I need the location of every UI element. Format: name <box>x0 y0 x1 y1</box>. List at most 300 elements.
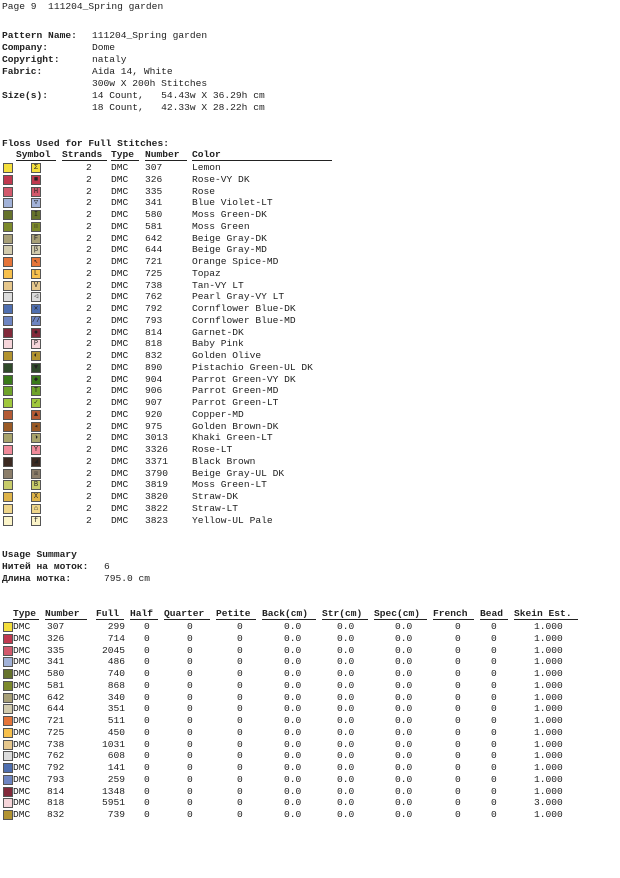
floss-row <box>0 315 340 327</box>
color-swatch <box>3 386 13 396</box>
quarter-cell: 0 <box>187 726 193 738</box>
spec-cell: 0.0 <box>395 632 413 644</box>
usage-header-back: Back(cm) <box>262 608 309 619</box>
number-cell: 832 <box>145 350 163 361</box>
stitch-symbol: B <box>31 480 41 490</box>
quarter-cell: 0 <box>187 809 193 820</box>
type-cell: DMC <box>111 185 129 197</box>
color-name-cell: Parrot Green-LT <box>192 397 279 408</box>
french-cell: 0 <box>455 797 461 809</box>
strands-cell: 2 <box>86 279 92 291</box>
stitch-symbol: Y <box>31 445 41 455</box>
spec-cell: 0.0 <box>395 668 413 679</box>
strands-cell: 2 <box>86 455 92 467</box>
number-cell: 307 <box>47 621 65 632</box>
floss-row <box>0 409 340 421</box>
floss-header-strands: Strands <box>62 149 103 160</box>
stitch-symbol: T <box>31 386 41 396</box>
color-name-cell: Moss Green-LT <box>192 479 267 491</box>
spec-cell: 0.0 <box>395 656 413 668</box>
usage-row <box>0 645 590 657</box>
quarter-cell: 0 <box>187 656 193 668</box>
str-cell: 0.0 <box>337 750 355 762</box>
pattern-name-label: Pattern Name: <box>2 30 77 41</box>
full-cell: 608 <box>107 750 125 762</box>
number-cell: 792 <box>47 762 65 773</box>
usage-header-skein: Skein Est. <box>514 608 572 619</box>
bead-cell: 0 <box>491 632 497 644</box>
usage-header-number: Number <box>45 608 80 619</box>
french-cell: 0 <box>455 726 461 738</box>
full-cell: 511 <box>107 715 125 726</box>
strands-cell: 2 <box>86 244 92 256</box>
color-name-cell: Rose-VY DK <box>192 173 250 185</box>
type-cell: DMC <box>111 514 129 526</box>
usage-underline-skein <box>514 619 578 620</box>
color-name-cell: Blue Violet-LT <box>192 197 273 209</box>
stitch-symbol: ☒ <box>31 469 41 479</box>
color-swatch <box>3 480 13 490</box>
usage-row <box>0 739 590 751</box>
number-cell: 818 <box>145 338 163 350</box>
color-swatch <box>3 410 13 420</box>
skein-cell: 1.000 <box>534 679 563 691</box>
stitch-symbol: f <box>31 516 41 526</box>
usage-header-str: Str(cm) <box>322 608 363 619</box>
color-name-cell: Orange Spice-MD <box>192 256 279 267</box>
spec-cell: 0.0 <box>395 785 413 797</box>
petite-cell: 0 <box>237 715 243 726</box>
color-swatch <box>3 257 13 267</box>
type-cell: DMC <box>111 338 129 350</box>
full-cell: 259 <box>107 773 125 785</box>
number-cell: 920 <box>145 408 163 420</box>
quarter-cell: 0 <box>187 621 193 632</box>
back-cell: 0.0 <box>284 762 302 773</box>
floss-row <box>0 374 340 386</box>
floss-header-underline-number <box>145 160 187 161</box>
color-swatch <box>3 304 13 314</box>
stitches-value: 300w X 200h Stitches <box>92 78 208 89</box>
number-cell: 3819 <box>145 479 169 491</box>
quarter-cell: 0 <box>187 668 193 679</box>
floss-row <box>0 186 340 198</box>
bead-cell: 0 <box>491 773 497 785</box>
petite-cell: 0 <box>237 703 243 715</box>
full-cell: 5951 <box>101 797 125 809</box>
petite-cell: 0 <box>237 797 243 809</box>
strands-cell: 2 <box>86 267 92 279</box>
number-cell: 906 <box>145 385 163 397</box>
type-cell: DMC <box>111 244 129 256</box>
floss-header-underline-type <box>111 160 139 161</box>
type-cell: DMC <box>13 621 31 632</box>
color-swatch <box>3 646 13 656</box>
usage-underline-half <box>130 619 158 620</box>
type-cell: DMC <box>13 797 31 809</box>
spec-cell: 0.0 <box>395 715 413 726</box>
back-cell: 0.0 <box>284 703 302 715</box>
skein-cell: 1.000 <box>534 644 563 656</box>
type-cell: DMC <box>111 303 129 314</box>
floss-row <box>0 515 340 527</box>
color-swatch <box>3 492 13 502</box>
color-swatch <box>3 222 13 232</box>
skein-cell: 1.000 <box>534 726 563 738</box>
french-cell: 0 <box>455 785 461 797</box>
petite-cell: 0 <box>237 726 243 738</box>
skein-cell: 1.000 <box>534 809 563 820</box>
str-cell: 0.0 <box>337 632 355 644</box>
number-cell: 307 <box>145 162 163 173</box>
number-cell: 3013 <box>145 432 169 444</box>
type-cell: DMC <box>13 656 31 668</box>
str-cell: 0.0 <box>337 703 355 715</box>
type-cell: DMC <box>111 408 129 420</box>
usage-row <box>0 692 590 704</box>
str-cell: 0.0 <box>337 797 355 809</box>
usage-row <box>0 727 590 739</box>
back-cell: 0.0 <box>284 621 302 632</box>
back-cell: 0.0 <box>284 738 302 750</box>
usage-header-bead: Bead <box>480 608 504 619</box>
floss-header-underline-color <box>192 160 332 161</box>
full-cell: 739 <box>107 809 125 820</box>
french-cell: 0 <box>455 644 461 656</box>
number-cell: 3790 <box>145 467 169 479</box>
str-cell: 0.0 <box>337 691 355 703</box>
skein-cell: 1.000 <box>534 632 563 644</box>
floss-row <box>0 268 340 280</box>
back-cell: 0.0 <box>284 726 302 738</box>
color-swatch <box>3 351 13 361</box>
skein-cell: 1.000 <box>534 621 563 632</box>
str-cell: 0.0 <box>337 679 355 691</box>
type-cell: DMC <box>111 326 129 338</box>
usage-header-quarter: Quarter <box>164 608 205 619</box>
number-cell: 3371 <box>145 455 169 467</box>
color-name-cell: Cornflower Blue-DK <box>192 303 296 314</box>
number-cell: 326 <box>47 632 65 644</box>
french-cell: 0 <box>455 656 461 668</box>
petite-cell: 0 <box>237 656 243 668</box>
stitch-symbol: ▲ <box>31 410 41 420</box>
color-name-cell: Yellow-UL Pale <box>192 514 273 526</box>
number-cell: 814 <box>145 326 163 338</box>
quarter-cell: 0 <box>187 797 193 809</box>
number-cell: 642 <box>145 232 163 244</box>
usage-underline-number <box>45 619 87 620</box>
french-cell: 0 <box>455 773 461 785</box>
petite-cell: 0 <box>237 632 243 644</box>
color-swatch <box>3 398 13 408</box>
str-cell: 0.0 <box>337 785 355 797</box>
color-name-cell: Black Brown <box>192 455 256 467</box>
color-name-cell: Rose <box>192 185 216 197</box>
petite-cell: 0 <box>237 785 243 797</box>
spec-cell: 0.0 <box>395 809 413 820</box>
color-name-cell: Moss Green-DK <box>192 209 267 220</box>
color-swatch <box>3 740 13 750</box>
back-cell: 0.0 <box>284 679 302 691</box>
stitch-symbol: ◑ <box>31 433 41 443</box>
stitch-symbol: ↖ <box>31 257 41 267</box>
quarter-cell: 0 <box>187 715 193 726</box>
stitch-symbol: ✕ <box>31 304 41 314</box>
type-cell: DMC <box>13 679 31 691</box>
french-cell: 0 <box>455 621 461 632</box>
full-cell: 714 <box>107 632 125 644</box>
color-name-cell: Straw-LT <box>192 502 239 514</box>
type-cell: DMC <box>13 738 31 750</box>
type-cell: DMC <box>111 467 129 479</box>
stitch-symbol: ⌂ <box>31 504 41 514</box>
number-cell: 907 <box>145 397 163 408</box>
petite-cell: 0 <box>237 738 243 750</box>
number-cell: 721 <box>47 715 65 726</box>
half-cell: 0 <box>144 703 150 715</box>
half-cell: 0 <box>144 668 150 679</box>
french-cell: 0 <box>455 679 461 691</box>
stitch-symbol: X <box>31 492 41 502</box>
floss-row <box>0 327 340 339</box>
length-value: 795.0 cm <box>104 573 151 584</box>
full-cell: 1348 <box>101 785 125 797</box>
usage-row <box>0 656 590 668</box>
usage-underline-spec <box>374 619 427 620</box>
petite-cell: 0 <box>237 750 243 762</box>
color-name-cell: Pistachio Green-UL DK <box>192 361 313 373</box>
half-cell: 0 <box>144 715 150 726</box>
strands-cell: 2 <box>86 209 92 220</box>
color-name-cell: Rose-LT <box>192 444 233 455</box>
half-cell: 0 <box>144 738 150 750</box>
half-cell: 0 <box>144 785 150 797</box>
floss-row <box>0 362 340 374</box>
skein-cell: 1.000 <box>534 703 563 715</box>
type-cell: DMC <box>13 773 31 785</box>
petite-cell: 0 <box>237 773 243 785</box>
floss-row <box>0 209 340 221</box>
half-cell: 0 <box>144 691 150 703</box>
number-cell: 904 <box>145 373 163 385</box>
color-swatch <box>3 504 13 514</box>
french-cell: 0 <box>455 703 461 715</box>
back-cell: 0.0 <box>284 750 302 762</box>
floss-header-symbol: Symbol <box>16 149 51 160</box>
number-cell: 3822 <box>145 502 169 514</box>
usage-row <box>0 680 590 692</box>
color-swatch <box>3 469 13 479</box>
type-cell: DMC <box>111 491 129 502</box>
skein-cell: 1.000 <box>534 785 563 797</box>
bead-cell: 0 <box>491 738 497 750</box>
str-cell: 0.0 <box>337 762 355 773</box>
half-cell: 0 <box>144 773 150 785</box>
french-cell: 0 <box>455 691 461 703</box>
bead-cell: 0 <box>491 809 497 820</box>
usage-underline-bead <box>480 619 508 620</box>
color-swatch <box>3 375 13 385</box>
full-cell: 141 <box>107 762 125 773</box>
color-swatch <box>3 810 13 820</box>
usage-underline-french <box>433 619 474 620</box>
floss-row <box>0 468 340 480</box>
quarter-cell: 0 <box>187 785 193 797</box>
number-cell: 721 <box>145 256 163 267</box>
size-label: Size(s): <box>2 90 49 101</box>
usage-header-french: French <box>433 608 468 619</box>
french-cell: 0 <box>455 715 461 726</box>
type-cell: DMC <box>13 703 31 715</box>
color-swatch <box>3 445 13 455</box>
type-cell: DMC <box>13 644 31 656</box>
back-cell: 0.0 <box>284 691 302 703</box>
floss-row <box>0 221 340 233</box>
stitch-symbol: F <box>31 234 41 244</box>
type-cell: DMC <box>111 420 129 432</box>
type-cell: DMC <box>13 715 31 726</box>
threads-value: 6 <box>104 561 110 572</box>
half-cell: 0 <box>144 797 150 809</box>
stitch-symbol: ◐ <box>31 351 41 361</box>
strands-cell: 2 <box>86 173 92 185</box>
bead-cell: 0 <box>491 668 497 679</box>
stitch-symbol: I <box>31 210 41 220</box>
stitch-symbol: Σ <box>31 163 41 173</box>
spec-cell: 0.0 <box>395 679 413 691</box>
spec-cell: 0.0 <box>395 644 413 656</box>
floss-row <box>0 174 340 186</box>
french-cell: 0 <box>455 750 461 762</box>
usage-row <box>0 668 590 680</box>
petite-cell: 0 <box>237 691 243 703</box>
type-cell: DMC <box>111 397 129 408</box>
skein-cell: 1.000 <box>534 715 563 726</box>
color-name-cell: Khaki Green-LT <box>192 432 273 444</box>
full-cell: 450 <box>107 726 125 738</box>
half-cell: 0 <box>144 632 150 644</box>
str-cell: 0.0 <box>337 668 355 679</box>
strands-cell: 2 <box>86 326 92 338</box>
strands-cell: 2 <box>86 350 92 361</box>
full-cell: 486 <box>107 656 125 668</box>
skein-cell: 1.000 <box>534 691 563 703</box>
number-cell: 725 <box>47 726 65 738</box>
back-cell: 0.0 <box>284 809 302 820</box>
color-swatch <box>3 681 13 691</box>
bead-cell: 0 <box>491 679 497 691</box>
number-cell: 975 <box>145 420 163 432</box>
stitch-symbol: ◆ <box>31 375 41 385</box>
number-cell: 738 <box>47 738 65 750</box>
color-name-cell: Topaz <box>192 267 221 279</box>
usage-underline-type <box>13 619 39 620</box>
floss-row <box>0 303 340 315</box>
color-swatch <box>3 751 13 761</box>
str-cell: 0.0 <box>337 773 355 785</box>
color-swatch <box>3 234 13 244</box>
quarter-cell: 0 <box>187 632 193 644</box>
type-cell: DMC <box>111 209 129 220</box>
skein-cell: 1.000 <box>534 668 563 679</box>
bead-cell: 0 <box>491 797 497 809</box>
strands-cell: 2 <box>86 361 92 373</box>
half-cell: 0 <box>144 644 150 656</box>
number-cell: 642 <box>47 691 65 703</box>
bead-cell: 0 <box>491 785 497 797</box>
type-cell: DMC <box>111 232 129 244</box>
number-cell: 341 <box>145 197 163 209</box>
stitch-symbol: β <box>31 245 41 255</box>
stitch-symbol: ◢ <box>31 457 41 467</box>
half-cell: 0 <box>144 762 150 773</box>
usage-row <box>0 750 590 762</box>
number-cell: 326 <box>145 173 163 185</box>
number-cell: 832 <box>47 809 65 820</box>
petite-cell: 0 <box>237 621 243 632</box>
strands-cell: 2 <box>86 220 92 232</box>
color-name-cell: Copper-MD <box>192 408 244 420</box>
usage-row <box>0 703 590 715</box>
strands-cell: 2 <box>86 408 92 420</box>
strands-cell: 2 <box>86 444 92 455</box>
color-swatch <box>3 622 13 632</box>
str-cell: 0.0 <box>337 738 355 750</box>
floss-header-underline-symbol <box>16 160 56 161</box>
french-cell: 0 <box>455 632 461 644</box>
skein-cell: 3.000 <box>534 797 563 809</box>
bead-cell: 0 <box>491 644 497 656</box>
strands-cell: 2 <box>86 502 92 514</box>
back-cell: 0.0 <box>284 668 302 679</box>
bead-cell: 0 <box>491 715 497 726</box>
floss-row <box>0 256 340 268</box>
number-cell: 738 <box>145 279 163 291</box>
floss-row <box>0 385 340 397</box>
usage-header-full: Full <box>96 608 120 619</box>
skein-cell: 1.000 <box>534 762 563 773</box>
strands-cell: 2 <box>86 314 92 326</box>
usage-underline-back <box>262 619 316 620</box>
floss-header-type: Type <box>111 149 135 160</box>
stitch-symbol: H <box>31 187 41 197</box>
strands-cell: 2 <box>86 467 92 479</box>
strands-cell: 2 <box>86 514 92 526</box>
type-cell: DMC <box>111 256 129 267</box>
floss-row <box>0 491 340 503</box>
color-name-cell: Tan-VY LT <box>192 279 244 291</box>
back-cell: 0.0 <box>284 797 302 809</box>
quarter-cell: 0 <box>187 750 193 762</box>
back-cell: 0.0 <box>284 773 302 785</box>
full-cell: 2045 <box>101 644 125 656</box>
str-cell: 0.0 <box>337 809 355 820</box>
threads-label: Нитей на моток: <box>2 561 89 572</box>
usage-underline-quarter <box>164 619 210 620</box>
strands-cell: 2 <box>86 385 92 397</box>
french-cell: 0 <box>455 809 461 820</box>
number-cell: 335 <box>47 644 65 656</box>
type-cell: DMC <box>13 809 31 820</box>
stitch-symbol: ▽ <box>31 198 41 208</box>
color-swatch <box>3 516 13 526</box>
color-name-cell: Baby Pink <box>192 338 244 350</box>
floss-header-underline-strands <box>62 160 107 161</box>
stitch-symbol: // <box>32 316 41 325</box>
french-cell: 0 <box>455 738 461 750</box>
type-cell: DMC <box>111 444 129 455</box>
